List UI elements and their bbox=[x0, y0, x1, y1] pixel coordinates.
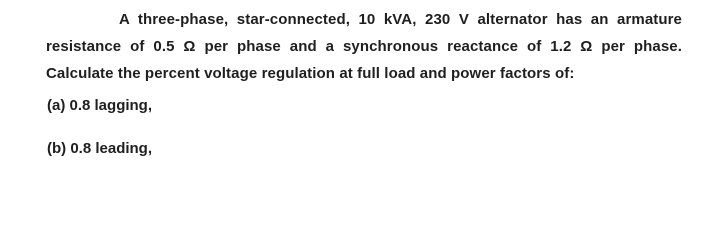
part-b: (b) 0.8 leading, bbox=[47, 140, 153, 157]
problem-block bbox=[46, 6, 682, 159]
part-a: (a) 0.8 lagging, bbox=[47, 97, 153, 114]
problem-parts bbox=[46, 96, 682, 159]
problem-statement: A three-phase, star-connected, 10 kVA, 230 V alternator has an armature resistance of 0.5 Ω per phase and a synchronous reactance of 1.2 Ω per phase. Calculate the percent voltage regulation at full load and power factors of: bbox=[46, 11, 682, 82]
